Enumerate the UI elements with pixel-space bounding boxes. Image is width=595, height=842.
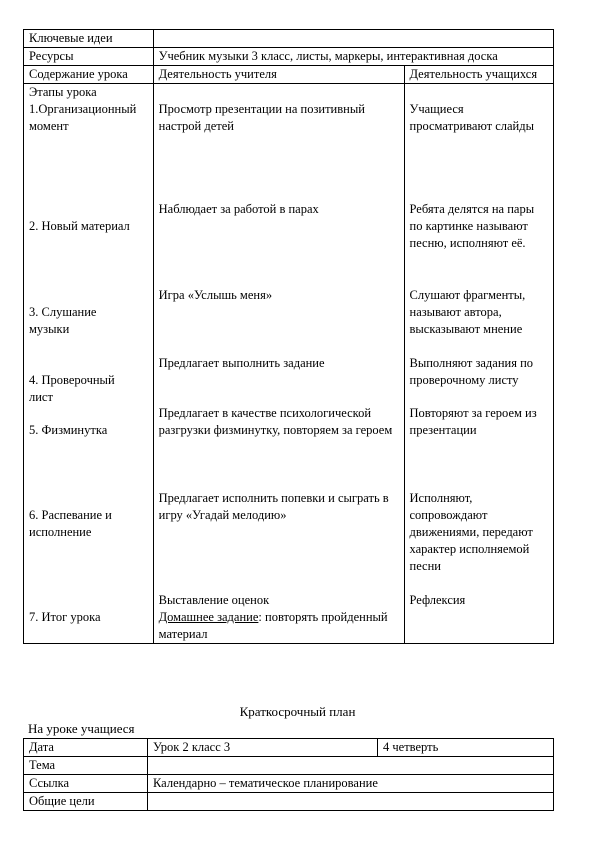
link-label: Ссылка: [24, 775, 148, 793]
date-row: [24, 739, 554, 757]
key-ideas-value: [153, 30, 553, 48]
col-header-students: Деятельность учащихся: [404, 66, 554, 84]
student-activity: Выполняют задания по проверочному листу: [409, 356, 534, 387]
stage-name: 7. Итог урока: [29, 610, 101, 624]
student-activity: Повторяют за героем из презентации: [409, 406, 537, 437]
plan-title: Краткосрочный план: [239, 704, 356, 719]
teacher-activity: Просмотр презентации на позитивный настрой детей: [158, 102, 365, 133]
student-activity: Слушают фрагменты, называют автора, высказывают мнение: [409, 288, 526, 336]
teacher-activity: Выставление оценок: [158, 593, 270, 607]
topic-value: [148, 757, 554, 775]
teacher-activity: Предлагает исполнить попевки и сыграть в игру «Угадай мелодию»: [158, 491, 389, 522]
lesson-table: [23, 29, 554, 644]
stage-names-cell: [24, 84, 154, 644]
resources-row: [24, 48, 554, 66]
stages-heading: Этапы урока: [29, 85, 97, 99]
link-value: Календарно – тематическое планирование: [148, 775, 554, 793]
stage-name: 2. Новый материал: [29, 219, 130, 233]
stage-name: 4. Проверочный лист: [29, 373, 115, 404]
teacher-activity: Предлагает в качестве психологической разгрузки физминутку, повторяем за героем: [158, 406, 393, 437]
student-activity: Ребята делятся на пары по картинке называют песню, исполняют её.: [409, 202, 535, 250]
stage-name: 1.Организационный момент: [29, 102, 137, 133]
col-header-content: Содержание урока: [24, 66, 154, 84]
stage-name: 5. Физминутка: [29, 423, 108, 437]
plan-table: [23, 738, 554, 811]
stages-row: [24, 84, 554, 644]
student-activity: Учащиеся просматривают слайды: [409, 102, 534, 133]
homework-text: : повторять пройденный материал: [158, 610, 388, 641]
key-ideas-row: [24, 30, 554, 48]
link-row: [24, 775, 554, 793]
topic-label: Тема: [24, 757, 148, 775]
teacher-activity: Игра «Услышь меня»: [158, 288, 273, 302]
topic-row: [24, 757, 554, 775]
teacher-activities-cell: [153, 84, 404, 644]
quarter-value: 4 четверть: [378, 739, 554, 757]
goals-label: Общие цели: [24, 793, 148, 811]
student-activity: Рефлексия: [409, 593, 466, 607]
homework-line: [159, 609, 399, 643]
teacher-activity: Предлагает выполнить задание: [158, 356, 325, 370]
key-ideas-label: Ключевые идеи: [24, 30, 154, 48]
homework-label: Домашнее задание: [158, 610, 259, 624]
resources-label: Ресурсы: [24, 48, 154, 66]
lesson-value: Урок 2 класс 3: [148, 739, 378, 757]
goals-row: [24, 793, 554, 811]
stage-name: 6. Распевание и исполнение: [29, 508, 112, 539]
goals-value: [148, 793, 554, 811]
col-header-teacher: Деятельность учителя: [153, 66, 404, 84]
pupils-label: На уроке учащиеся: [28, 721, 135, 736]
student-activity: Исполняют, сопровождают движениями, передают характер исполняемой песни: [409, 491, 533, 573]
date-label: Дата: [24, 739, 148, 757]
student-activities-cell: [404, 84, 554, 644]
header-row: [24, 66, 554, 84]
teacher-activity: Наблюдает за работой в парах: [158, 202, 319, 216]
stage-name: 3. Слушание музыки: [29, 305, 97, 336]
resources-value: Учебник музыки 3 класс, листы, маркеры, интерактивная доска: [153, 48, 553, 66]
